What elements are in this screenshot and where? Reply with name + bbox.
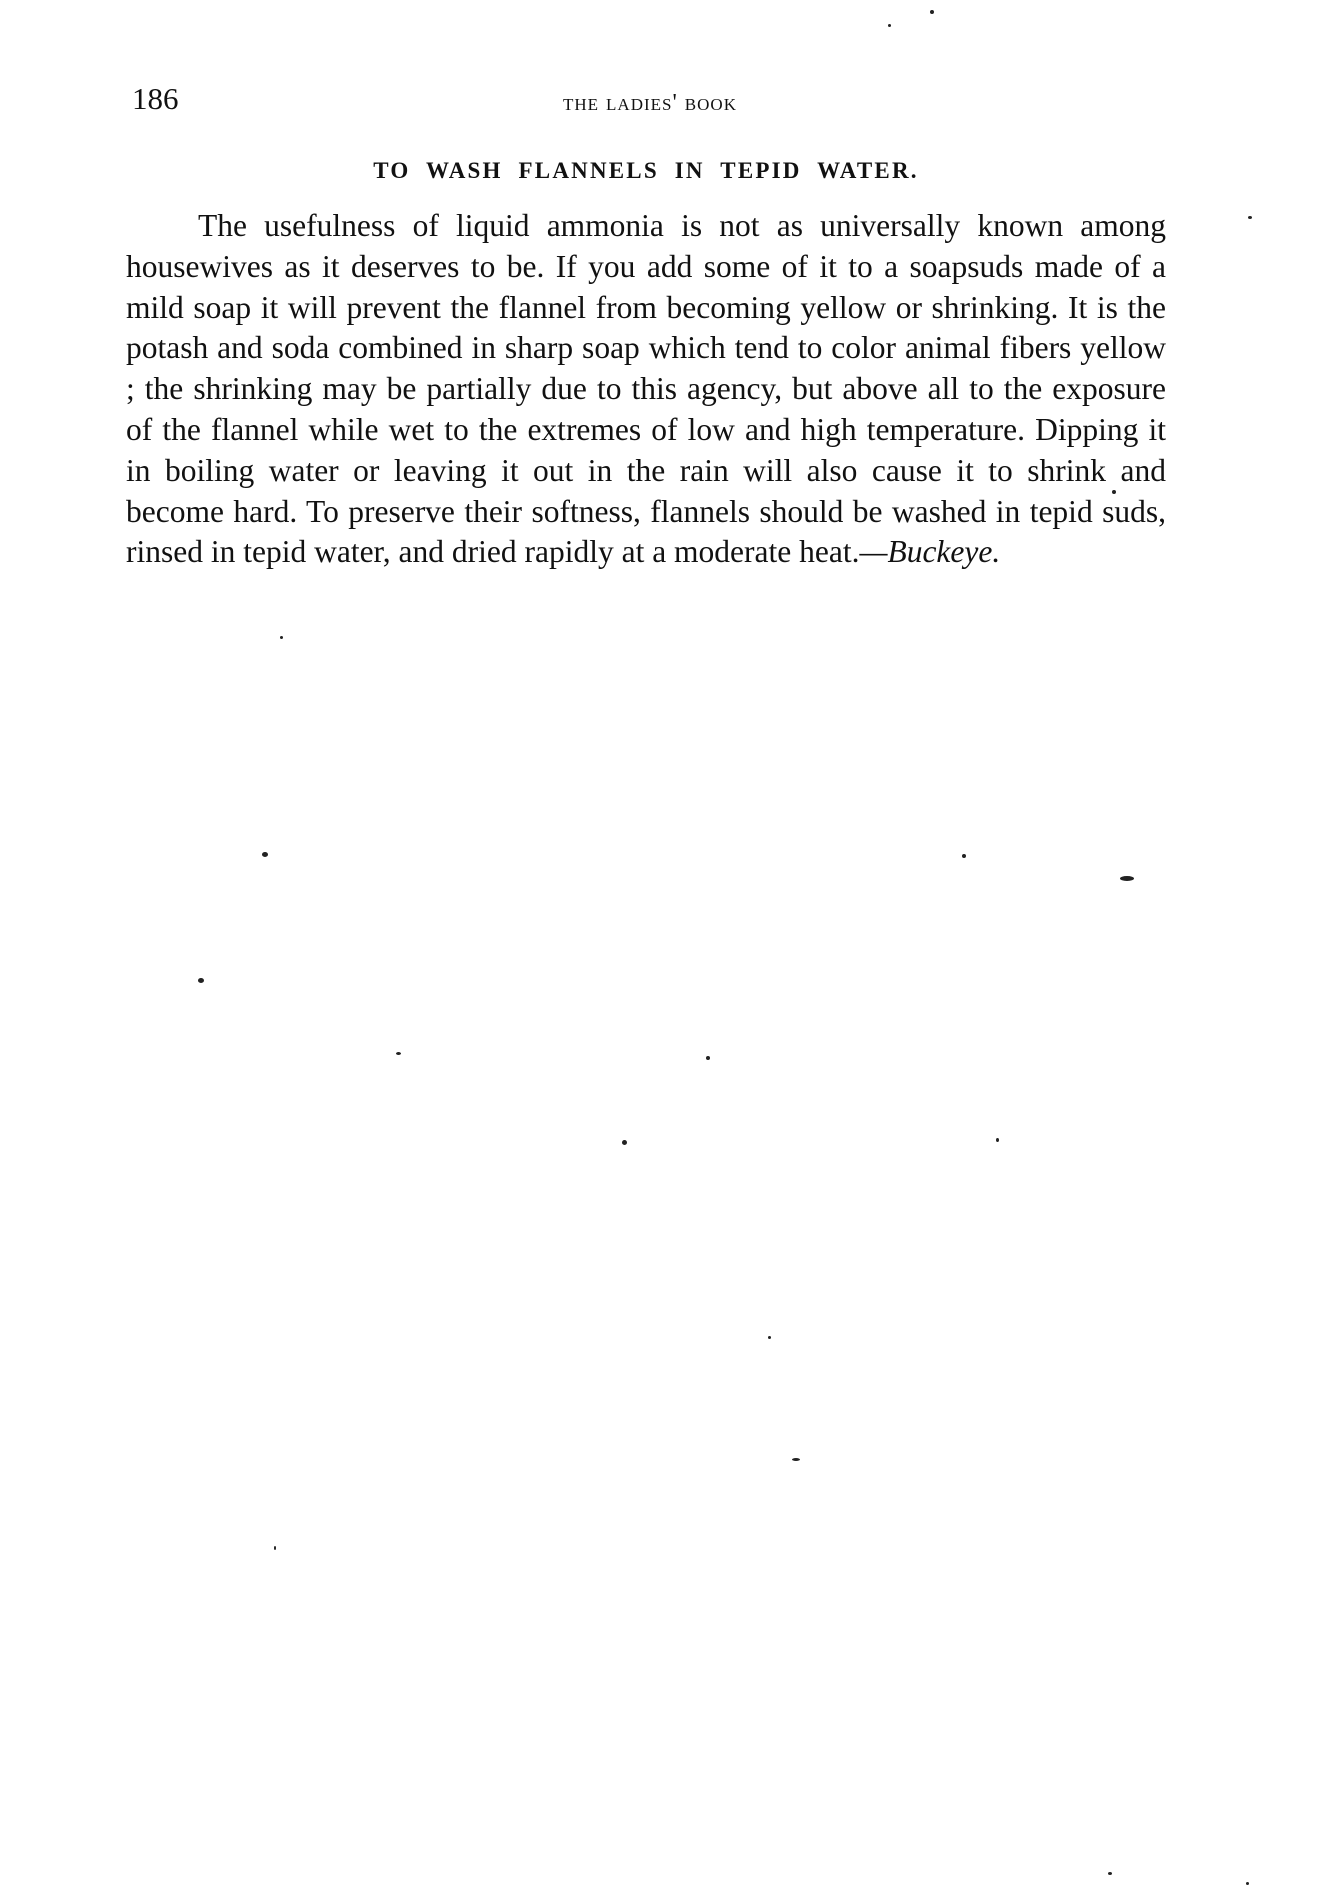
scan-speck	[888, 24, 891, 27]
scan-speck	[274, 1546, 276, 1550]
scan-speck	[792, 1458, 800, 1461]
scan-speck	[768, 1336, 771, 1339]
scan-speck	[1120, 876, 1134, 881]
scan-speck	[1246, 1882, 1249, 1885]
scan-speck	[962, 854, 966, 858]
scan-speck	[1248, 216, 1252, 219]
scan-speck	[1108, 1872, 1112, 1875]
article-attribution: —Buckeye.	[859, 534, 1001, 570]
article-body-text: The usefulness of liquid ammonia is not as universally known among housewives as it deserves to be. If you add some of it to a soapsuds made of a mild soap it will prevent the flannel from becoming yellow or shrinking. It is the potash and soda combined in sharp soap which tend to color animal fibers yellow ; the shrinking may be partially due to this agency, but above all to the exposure of the flannel while wet to the extremes of low and high temperature. Dipping it in boiling water or leaving it out in the rain will also cause it to shrink and become hard. To preserve their softness, flannels should be washed in tepid suds, rinsed in tepid water, and dried rapidly at a moderate heat.	[126, 208, 1166, 570]
scan-speck	[706, 1056, 710, 1060]
scan-speck	[262, 852, 268, 857]
scan-speck	[1112, 490, 1116, 494]
article-body	[126, 206, 1166, 573]
scan-speck	[396, 1052, 401, 1055]
scan-speck	[198, 978, 204, 983]
scan-speck	[996, 1138, 999, 1142]
running-head: the ladies' book	[563, 90, 737, 116]
scan-speck	[280, 636, 283, 639]
scan-speck	[622, 1140, 627, 1145]
article-title: TO WASH FLANNELS IN TEPID WATER.	[373, 158, 919, 183]
scan-speck	[930, 10, 934, 14]
page-number: 186	[132, 81, 179, 116]
